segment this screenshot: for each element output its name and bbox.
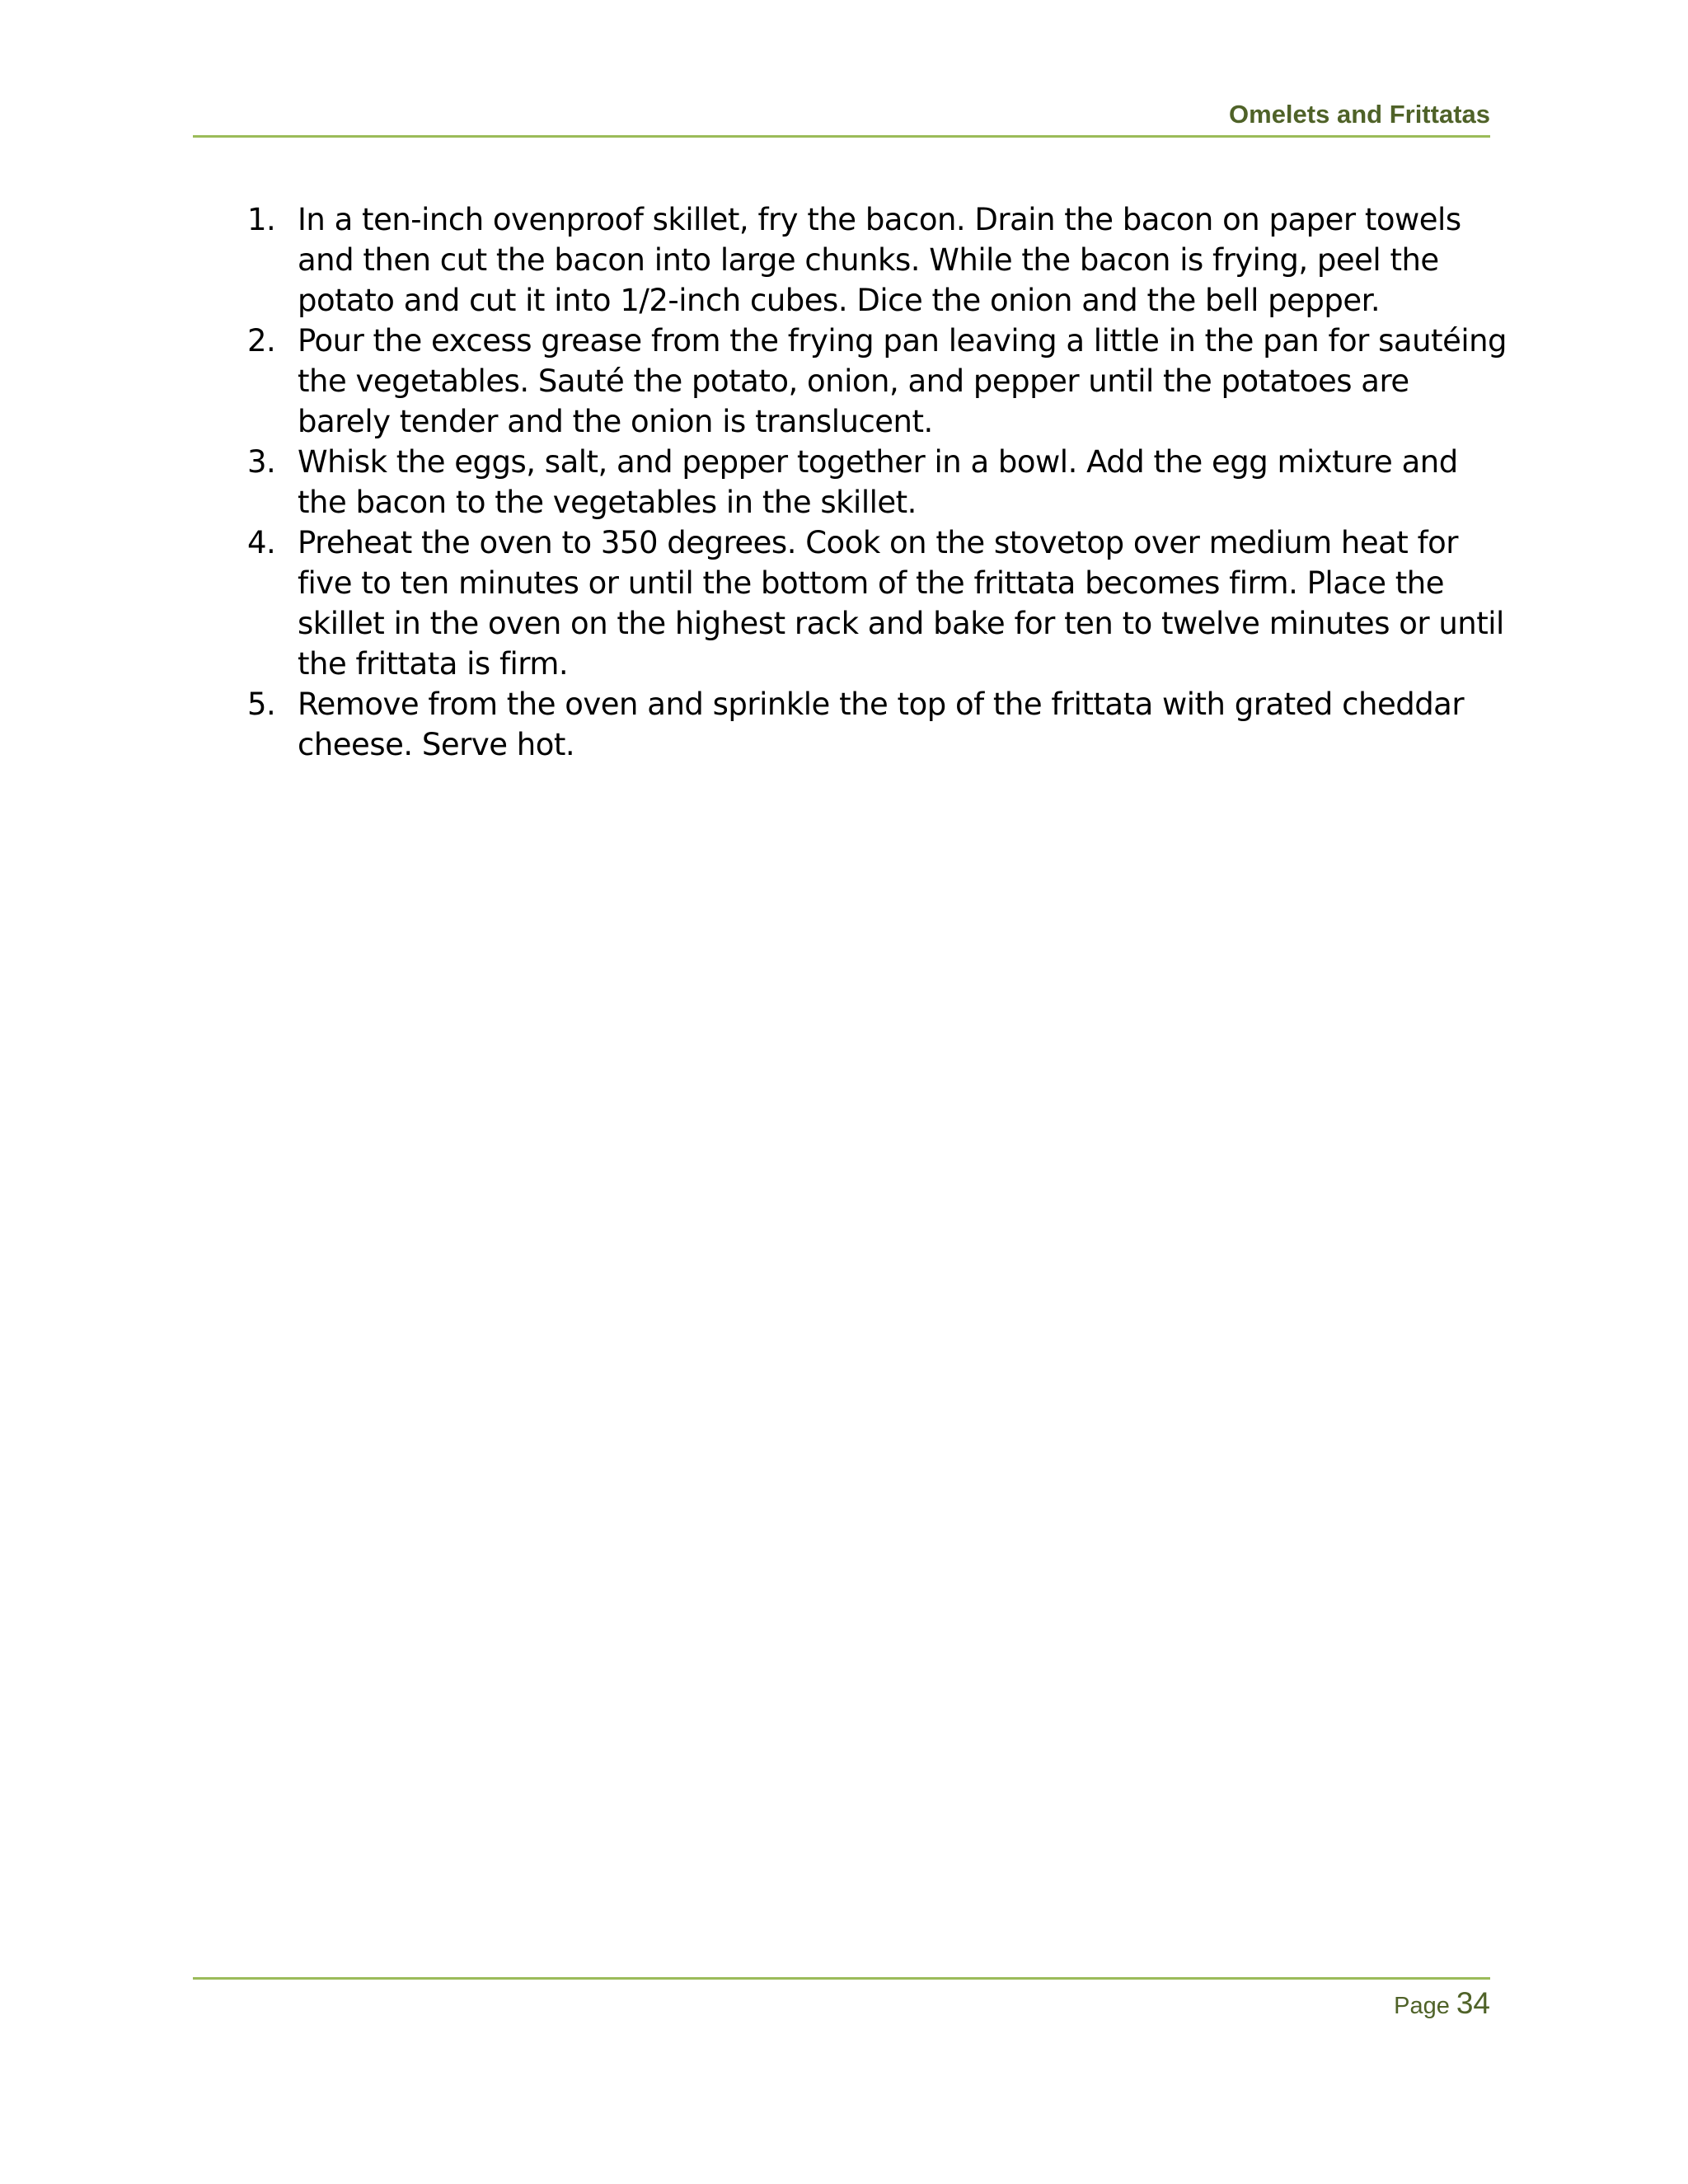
page-label: Page xyxy=(1394,1993,1450,2019)
step-number: 4. xyxy=(247,525,276,560)
recipe-step xyxy=(239,684,1508,765)
recipe-step xyxy=(239,199,1508,321)
header-divider xyxy=(193,135,1490,138)
footer-divider xyxy=(193,1977,1490,1980)
recipe-step xyxy=(239,442,1508,523)
step-number: 1. xyxy=(247,202,276,237)
recipe-step xyxy=(239,321,1508,442)
step-text: Pour the excess grease from the frying pan leaving a little in the pan for sautéing the vegetables. Sauté the potato, onion, and pepper until the potatoes are barely tender and the onion is translucent. xyxy=(298,323,1507,439)
recipe-steps xyxy=(239,199,1508,765)
chapter-title: Omelets and Frittatas xyxy=(1229,100,1490,129)
step-number: 2. xyxy=(247,323,276,359)
step-number: 3. xyxy=(247,444,276,480)
page-header xyxy=(193,91,1490,138)
step-text: Whisk the eggs, salt, and pepper together in a bowl. Add the egg mixture and the bacon to the vegetables in the skillet. xyxy=(298,444,1458,520)
recipe-step xyxy=(239,523,1508,684)
page-value: 34 xyxy=(1456,1986,1490,2020)
step-text: Remove from the oven and sprinkle the top of the frittata with grated cheddar cheese. Serve hot. xyxy=(298,687,1465,762)
page-number xyxy=(1394,1986,1490,2021)
step-text: In a ten-inch ovenproof skillet, fry the bacon. Drain the bacon on paper towels and then cut the bacon into large chunks. While the bacon is frying, peel the potato and cut it into 1/2-inch cubes. Dice the onion and the bell pepper. xyxy=(298,202,1461,318)
step-text: Preheat the oven to 350 degrees. Cook on the stovetop over medium heat for five to ten minutes or until the bottom of the frittata becomes firm. Place the skillet in the oven on the highest rack and bake for ten to twelve minutes or until the frittata is firm. xyxy=(298,525,1504,682)
step-number: 5. xyxy=(247,687,276,722)
